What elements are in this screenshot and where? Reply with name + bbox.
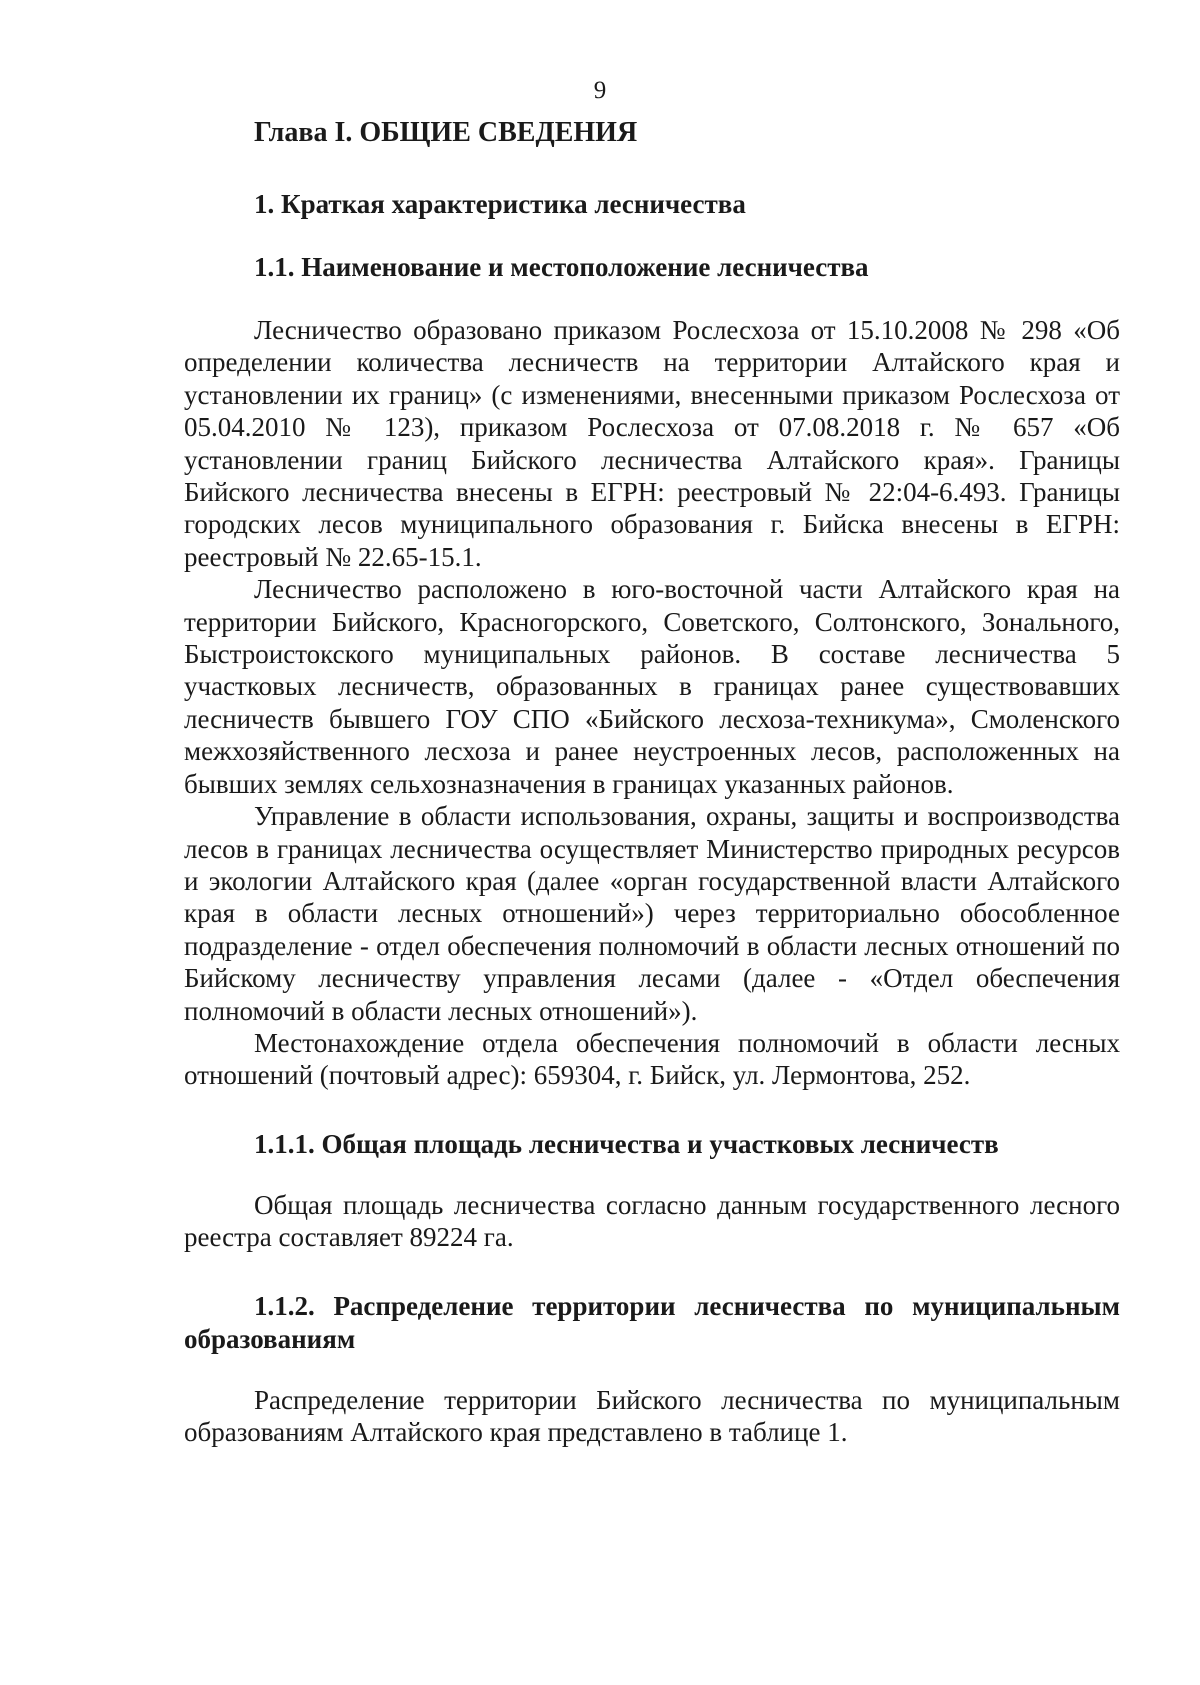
paragraph-establishment: Лесничество образовано приказом Рослесхоза от 15.10.2008 № 298 «Об определении количества лесничеств на территории Алтайского края и установлении их границ» (с изменениями, внесенными приказом Рослесхоза от 05.04.2010 № 123), приказом Рослесхоза от 07.08.2018 г. № 657 «Об установлении границ Бийского лесничества Алтайского края». Границы Бийского лесничества внесены в ЕГРН: реестровый № 22:04-6.493. Границы городских лесов муниципального образования г. Бийска внесены в ЕГРН: реестровый № 22.65-15.1. [184, 315, 1120, 572]
paragraph-total-area: Общая площадь лесничества согласно данным государственного лесного реестра составляет 89224 га. [184, 1189, 1120, 1253]
page-content [184, 116, 1120, 1448]
paragraph-address: Местонахождение отдела обеспечения полномочий в области лесных отношений (почтовый адрес): 659304, г. Бийск, ул. Лермонтова, 252. [184, 1027, 1120, 1091]
paragraph-location: Лесничество расположено в юго-восточной части Алтайского края на территории Бийского, Красногорского, Советского, Солтонского, Зонального, Быстроистокского муниципальных районов. В составе лесничества 5 участковых лесничеств, образованных в границах ранее существовавших лесничеств бывшего ГОУ СПО «Бийского лесхоза-техникума», Смоленского межхозяйственного лесхоза и ранее неустроенных лесов, расположенных на бывших землях сельхозназначения в границах указанных районов. [184, 574, 1120, 799]
subsection-1-1-2-title: 1.1.2. Распределение территории лесничества по муниципальным образованиям [184, 1290, 1120, 1354]
subsection-title: 1.1. Наименование и местоположение лесничества [254, 252, 869, 282]
subsection-1-1-1-title: 1.1.1. Общая площадь лесничества и участковых лесничеств [254, 1128, 999, 1159]
paragraph-management: Управление в области использования, охраны, защиты и воспроизводства лесов в границах лесничества осуществляет Министерство природных ресурсов и экологии Алтайского края (далее «орган государственной власти Алтайского края в области лесных отношений») через территориально обособленное подразделение - отдел обеспечения полномочий в области лесных отношений по Бийскому лесничеству управления лесами (далее - «Отдел обеспечения полномочий в области лесных отношений»). [184, 801, 1120, 1026]
page-number: 9 [593, 77, 607, 104]
section-title: 1. Краткая характеристика лесничества [254, 189, 746, 219]
chapter-title: Глава I. ОБЩИЕ СВЕДЕНИЯ [254, 117, 638, 148]
paragraph-distribution: Распределение территории Бийского лесничества по муниципальным образованиям Алтайского края представлено в таблице 1. [184, 1384, 1120, 1447]
